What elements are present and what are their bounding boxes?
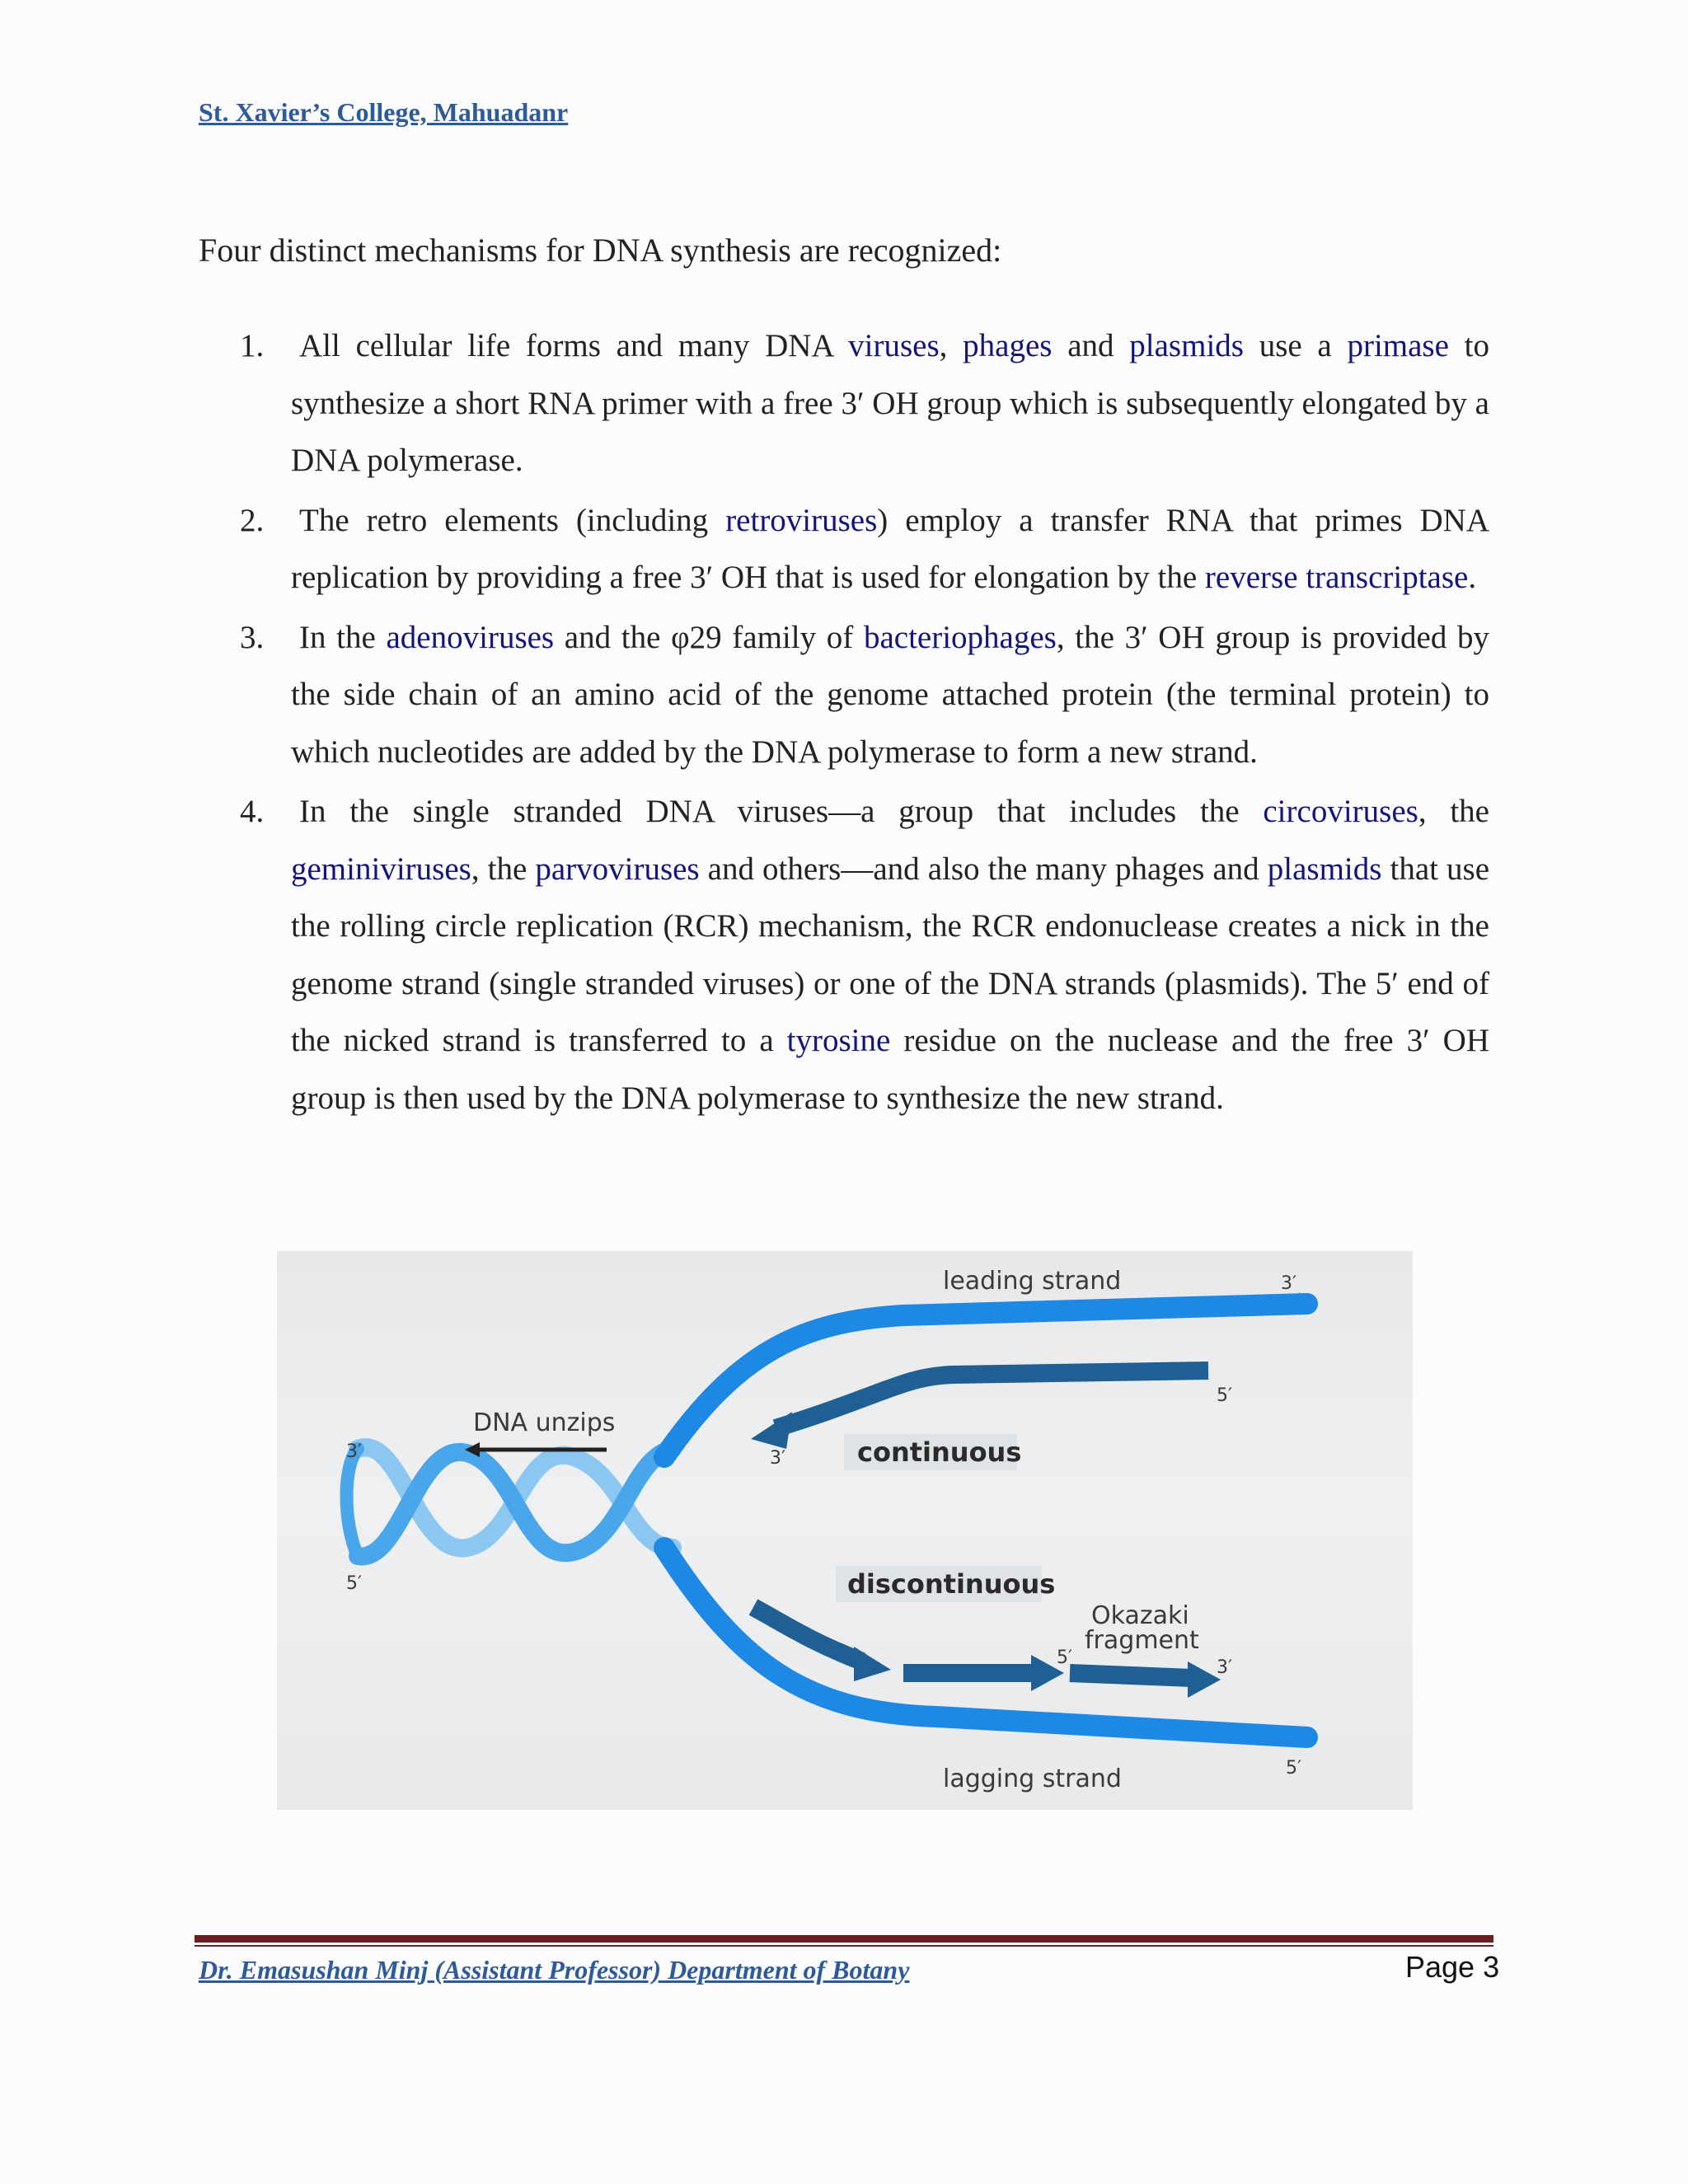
link-adenoviruses[interactable]: adenoviruses [386, 619, 555, 655]
list-item: 1. All cellular life forms and many DNA viruses, phages and plasmids use a primase to synthesize a short RNA primer with a free 3′ OH group which is subsequently elongated by a DNA polymerase. [199, 317, 1489, 490]
continuous-arrowhead [751, 1412, 792, 1449]
link-bacteriophages[interactable]: bacteriophages [863, 619, 1057, 655]
item-number: 4. [240, 794, 265, 829]
link-plasmids[interactable]: plasmids [1267, 851, 1382, 887]
end-label-5p-left: 5′ [346, 1573, 362, 1594]
helix-end-curl [347, 1449, 359, 1556]
dna-replication-diagram [277, 1251, 1413, 1810]
link-plasmids[interactable]: plasmids [1129, 328, 1244, 363]
end-label-5p-leading: 5′ [1217, 1385, 1232, 1406]
okazaki-label-2: fragment [1085, 1626, 1199, 1655]
continuous-arrow [776, 1371, 1208, 1428]
dna-replication-figure [277, 1251, 1413, 1810]
link-tyrosine[interactable]: tyrosine [786, 1023, 891, 1058]
link-viruses[interactable]: viruses [848, 328, 940, 363]
footer-rule-thin [195, 1945, 1493, 1947]
intro-paragraph: Four distinct mechanisms for DNA synthesis are recognized: [199, 232, 1002, 269]
discontinuous-label: discontinuous [847, 1568, 1056, 1600]
okazaki-arrowhead-1 [854, 1647, 891, 1681]
leading-strand-label: leading strand [943, 1267, 1122, 1296]
college-header: St. Xavier’s College, Mahuadanr [199, 97, 569, 127]
footer-author: Dr. Emasushan Minj (Assistant Professor) Department of Botany [199, 1955, 910, 1985]
list-item: 3. In the adenoviruses and the φ29 family of bacteriophages, the 3′ OH group is provided by the side chain of an amino acid of the genome attached protein (the terminal protein) to which nucleotides are added by the DNA polymerase to form a new strand. [199, 609, 1489, 781]
footer-rule [195, 1935, 1493, 1943]
helix-strand-front [358, 1449, 673, 1556]
end-label-5p-okazaki: 5′ [1057, 1647, 1072, 1668]
page-number: Page 3 [1405, 1950, 1500, 1984]
end-label-3p-top-right: 3′ [1281, 1273, 1296, 1294]
continuous-label: continuous [857, 1436, 1022, 1468]
link-reverse-transcriptase[interactable]: reverse transcriptase [1204, 560, 1469, 595]
okazaki-label-1: Okazaki [1091, 1601, 1189, 1630]
link-circoviruses[interactable]: circoviruses [1263, 794, 1418, 829]
end-label-3p-continuous: 3′ [770, 1448, 785, 1469]
end-label-3p-left: 3′ [346, 1441, 362, 1462]
link-parvoviruses[interactable]: parvoviruses [535, 851, 700, 887]
end-label-5p-lagging: 5′ [1286, 1758, 1301, 1779]
item-number: 2. [240, 502, 265, 538]
item-number: 3. [240, 619, 265, 655]
okazaki-arrowhead-3 [1188, 1661, 1221, 1698]
link-primase[interactable]: primase [1347, 328, 1449, 363]
link-geminiviruses[interactable]: geminiviruses [291, 851, 471, 887]
okazaki-fragment-3 [1070, 1673, 1192, 1678]
list-item: 4. In the single stranded DNA viruses—a group that includes the circoviruses, the geminiviruses, the parvoviruses and others—and also the many phages and plasmids that use the rolling circle replication (RCR) mechanism, the RCR endonuclease creates a nick in the genome strand (single stranded viruses) or one of the DNA strands (plasmids). The 5′ end of the nicked strand is transferred to a tyrosine residue on the nuclease and the free 3′ OH group is then used by the DNA polymerase to synthesize the new strand. [199, 783, 1489, 1127]
end-label-3p-okazaki: 3′ [1217, 1657, 1232, 1678]
lagging-strand-label: lagging strand [943, 1765, 1122, 1793]
dna-unzips-label: DNA unzips [473, 1408, 616, 1437]
link-retroviruses[interactable]: retroviruses [725, 502, 878, 538]
item-number: 1. [240, 328, 265, 363]
okazaki-fragment-1 [753, 1607, 862, 1661]
mechanism-list [199, 317, 1489, 1129]
link-phages[interactable]: phages [963, 328, 1053, 363]
list-item: 2. The retro elements (including retroviruses) employ a transfer RNA that primes DNA replication by providing a free 3′ OH that is used for elongation by the reverse transcriptase. [199, 492, 1489, 607]
